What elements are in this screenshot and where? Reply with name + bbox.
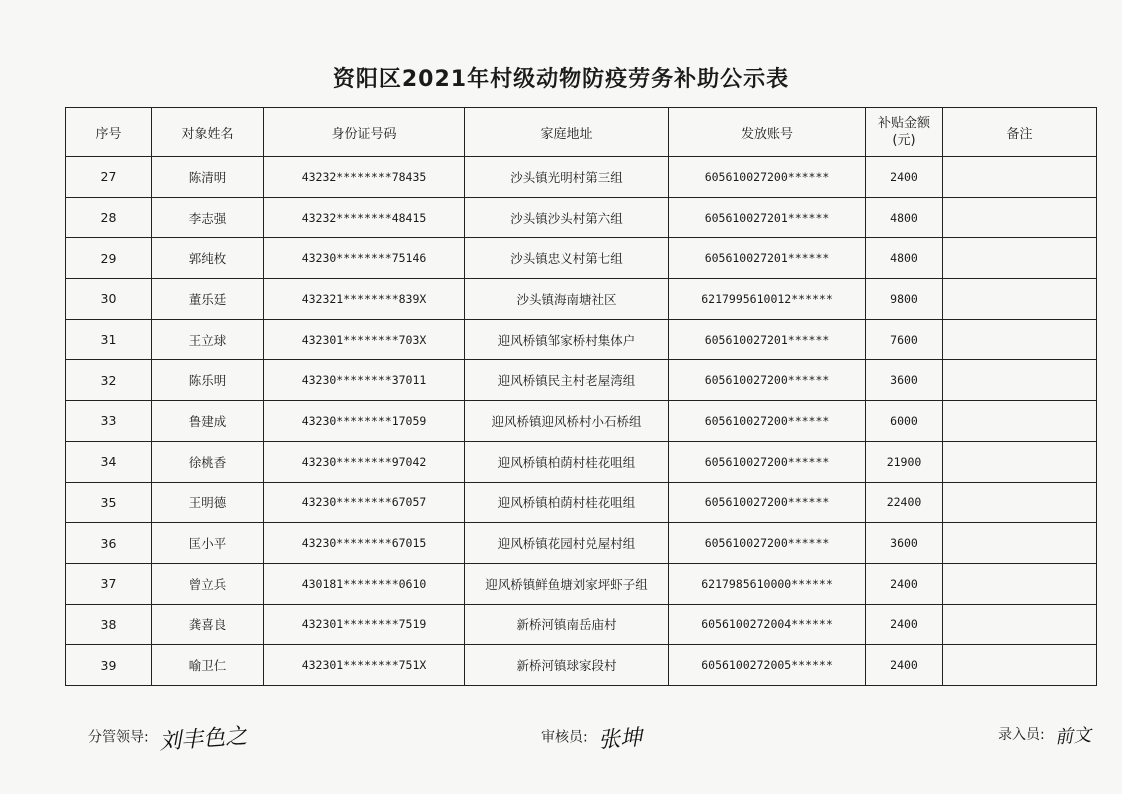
cell-amount: 4800 [866, 238, 943, 279]
cell-name: 陈乐明 [152, 360, 264, 401]
cell-amount: 6000 [866, 401, 943, 442]
cell-remark [943, 319, 1097, 360]
cell-address: 沙头镇忠义村第七组 [465, 238, 669, 279]
cell-seq: 35 [66, 482, 152, 523]
cell-name: 郭纯枚 [152, 238, 264, 279]
cell-amount: 2400 [866, 563, 943, 604]
col-header-account: 发放账号 [669, 108, 866, 157]
cell-name: 龚喜良 [152, 604, 264, 645]
cell-account: 605610027201****** [669, 197, 866, 238]
cell-id: 43230********67015 [264, 523, 465, 564]
table-row [66, 482, 1097, 523]
cell-name: 董乐廷 [152, 279, 264, 320]
cell-name: 曾立兵 [152, 563, 264, 604]
cell-amount: 22400 [866, 482, 943, 523]
table-row [66, 279, 1097, 320]
cell-account: 605610027201****** [669, 319, 866, 360]
table-row [66, 401, 1097, 442]
cell-name: 王立球 [152, 319, 264, 360]
cell-remark [943, 604, 1097, 645]
cell-account: 605610027200****** [669, 401, 866, 442]
table-row [66, 604, 1097, 645]
cell-name: 陈清明 [152, 157, 264, 198]
cell-id: 432301********7519 [264, 604, 465, 645]
entry-signature: 前文 [1054, 724, 1092, 749]
cell-name: 喻卫仁 [152, 645, 264, 686]
cell-amount: 3600 [866, 360, 943, 401]
cell-seq: 34 [66, 441, 152, 482]
cell-amount: 2400 [866, 645, 943, 686]
cell-remark [943, 645, 1097, 686]
cell-amount: 7600 [866, 319, 943, 360]
col-header-remark: 备注 [943, 108, 1097, 157]
reviewer-signature: 张坤 [597, 725, 644, 754]
cell-amount: 4800 [866, 197, 943, 238]
cell-seq: 32 [66, 360, 152, 401]
cell-id: 430181********0610 [264, 563, 465, 604]
table-row [66, 523, 1097, 564]
cell-account: 605610027200****** [669, 441, 866, 482]
page-title: 资阳区2021年村级动物防疫劳务补助公示表 [332, 67, 790, 92]
cell-seq: 37 [66, 563, 152, 604]
cell-amount: 3600 [866, 523, 943, 564]
cell-id: 432321********839X [264, 279, 465, 320]
cell-address: 迎风桥镇民主村老屋湾组 [465, 360, 669, 401]
cell-seq: 31 [66, 319, 152, 360]
cell-remark [943, 238, 1097, 279]
cell-remark [943, 279, 1097, 320]
cell-account: 605610027200****** [669, 482, 866, 523]
cell-address: 沙头镇光明村第三组 [465, 157, 669, 198]
cell-account: 605610027200****** [669, 360, 866, 401]
cell-id: 43230********17059 [264, 401, 465, 442]
subsidy-table [65, 107, 1097, 686]
cell-remark [943, 197, 1097, 238]
cell-account: 605610027200****** [669, 157, 866, 198]
col-header-amount-line1: 补贴金额 [877, 116, 930, 131]
cell-id: 43230********97042 [264, 441, 465, 482]
cell-amount: 2400 [866, 604, 943, 645]
table-row [66, 645, 1097, 686]
table-body [66, 157, 1097, 686]
entry-label: 录入员: [998, 727, 1045, 743]
cell-seq: 38 [66, 604, 152, 645]
cell-id: 43230********67057 [264, 482, 465, 523]
cell-address: 迎风桥镇邹家桥村集体户 [465, 319, 669, 360]
cell-address: 新桥河镇球家段村 [465, 645, 669, 686]
cell-address: 迎风桥镇迎风桥村小石桥组 [465, 401, 669, 442]
cell-remark [943, 360, 1097, 401]
cell-name: 鲁建成 [152, 401, 264, 442]
col-header-seq: 序号 [66, 108, 152, 157]
cell-seq: 30 [66, 279, 152, 320]
reviewer-sign-area [541, 722, 642, 753]
cell-address: 迎风桥镇鲜鱼塘刘家坪虾子组 [465, 563, 669, 604]
cell-name: 王明德 [152, 482, 264, 523]
cell-address: 沙头镇海南塘社区 [465, 279, 669, 320]
table-row [66, 319, 1097, 360]
cell-remark [943, 563, 1097, 604]
col-header-name: 对象姓名 [152, 108, 264, 157]
cell-id: 432301********703X [264, 319, 465, 360]
cell-account: 6217995610012****** [669, 279, 866, 320]
cell-address: 迎风桥镇柏荫村桂花咀组 [465, 482, 669, 523]
col-header-address: 家庭地址 [465, 108, 669, 157]
cell-seq: 39 [66, 645, 152, 686]
table-row [66, 441, 1097, 482]
leader-signature: 刘丰色之 [158, 723, 249, 756]
table-row [66, 157, 1097, 198]
leader-sign-area [88, 722, 249, 756]
cell-amount: 21900 [866, 441, 943, 482]
cell-seq: 29 [66, 238, 152, 279]
cell-amount: 9800 [866, 279, 943, 320]
cell-id: 432301********751X [264, 645, 465, 686]
cell-remark [943, 401, 1097, 442]
cell-remark [943, 441, 1097, 482]
cell-seq: 27 [66, 157, 152, 198]
col-header-id: 身份证号码 [264, 108, 465, 157]
cell-name: 徐桃香 [152, 441, 264, 482]
col-header-amount-line2: (元) [892, 133, 916, 148]
cell-address: 新桥河镇南岳庙村 [465, 604, 669, 645]
cell-id: 43230********37011 [264, 360, 465, 401]
cell-account: 605610027200****** [669, 523, 866, 564]
cell-account: 6056100272005****** [669, 645, 866, 686]
leader-label: 分管领导: [88, 729, 149, 746]
cell-name: 匡小平 [152, 523, 264, 564]
cell-account: 6056100272004****** [669, 604, 866, 645]
cell-address: 迎风桥镇花园村兑屋村组 [465, 523, 669, 564]
cell-account: 605610027201****** [669, 238, 866, 279]
cell-address: 迎风桥镇柏荫村桂花咀组 [465, 441, 669, 482]
table-row [66, 360, 1097, 401]
table-row [66, 197, 1097, 238]
col-header-amount [866, 108, 943, 157]
cell-id: 43232********78435 [264, 157, 465, 198]
table-header-row [66, 108, 1097, 157]
cell-amount: 2400 [866, 157, 943, 198]
cell-name: 李志强 [152, 197, 264, 238]
cell-id: 43230********75146 [264, 238, 465, 279]
cell-remark [943, 523, 1097, 564]
cell-id: 43232********48415 [264, 197, 465, 238]
table-row [66, 563, 1097, 604]
cell-remark [943, 157, 1097, 198]
cell-seq: 28 [66, 197, 152, 238]
entry-sign-area [998, 722, 1091, 748]
cell-seq: 33 [66, 401, 152, 442]
table-row [66, 238, 1097, 279]
cell-address: 沙头镇沙头村第六组 [465, 197, 669, 238]
reviewer-label: 审核员: [541, 729, 588, 746]
cell-seq: 36 [66, 523, 152, 564]
cell-account: 6217985610000****** [669, 563, 866, 604]
cell-remark [943, 482, 1097, 523]
